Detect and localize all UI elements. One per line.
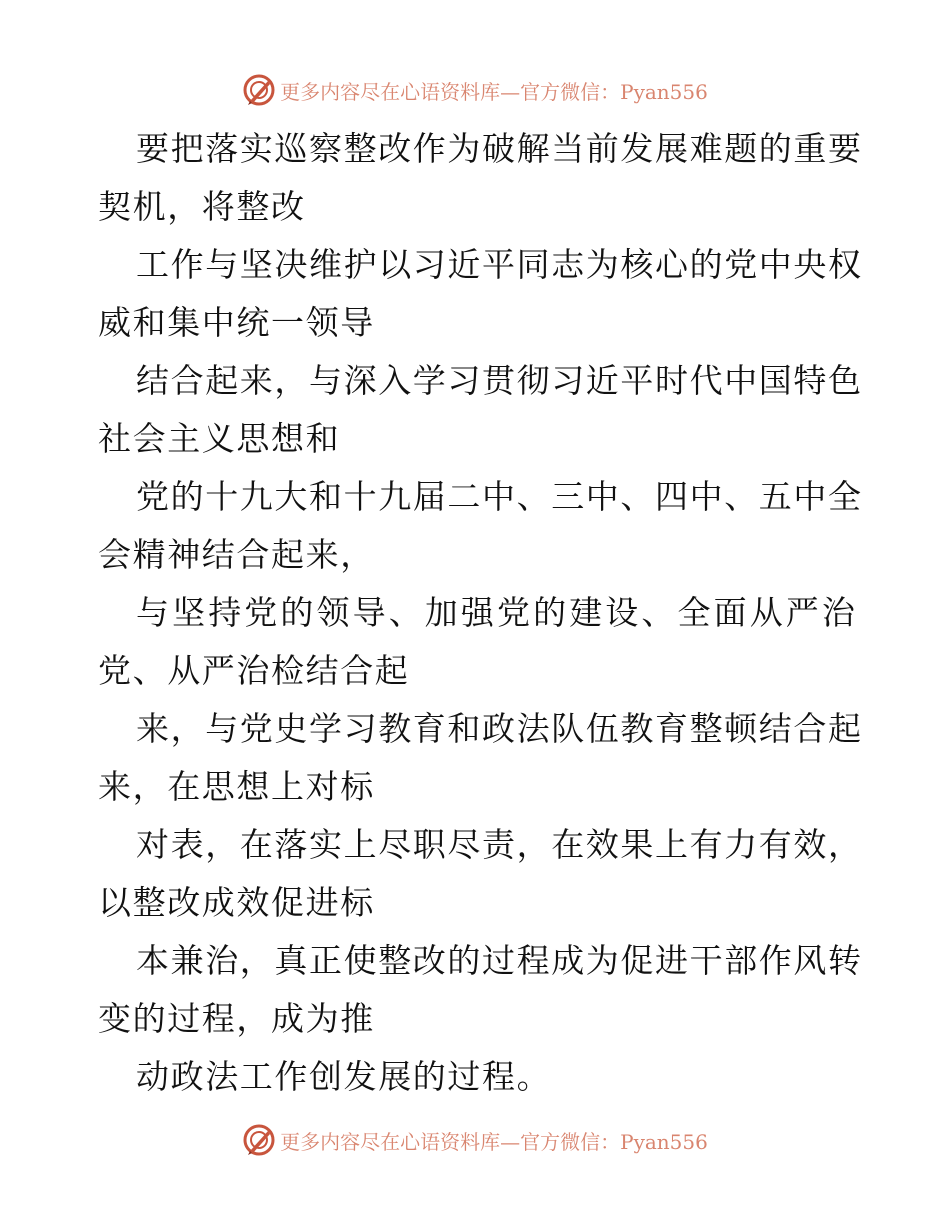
body-line: 威和集中统一领导 bbox=[98, 303, 375, 342]
body-line: 对表，在落实上尽职尽责，在效果上有力有效， bbox=[136, 825, 863, 864]
body-line: 工作与坚决维护以习近平同志为核心的党中央权 bbox=[136, 245, 863, 284]
body-line: 会精神结合起来， bbox=[98, 535, 375, 574]
body-line: 来，在思想上对标 bbox=[98, 767, 375, 806]
header-banner bbox=[0, 70, 950, 110]
pen-logo-icon bbox=[242, 1123, 276, 1157]
body-line: 来，与党史学习教育和政法队伍教育整顿结合起 bbox=[136, 709, 863, 748]
body-line: 本兼治，真正使整改的过程成为促进干部作风转 bbox=[136, 941, 863, 980]
body-line: 动政法工作创发展的过程。 bbox=[136, 1057, 552, 1096]
body-line: 以整改成效促进标 bbox=[98, 883, 375, 922]
pen-logo-icon bbox=[242, 73, 276, 107]
body-line: 社会主义思想和 bbox=[98, 419, 341, 458]
body-line: 党的十九大和十九届二中、三中、四中、五中全 bbox=[136, 477, 863, 516]
footer-banner bbox=[0, 1120, 950, 1160]
body-line: 结合起来，与深入学习贯彻习近平时代中国特色 bbox=[136, 361, 863, 400]
body-line: 党、从严治检结合起 bbox=[98, 651, 410, 690]
body-line: 契机，将整改 bbox=[98, 187, 306, 226]
header-banner-text: 更多内容尽在心语资料库—官方微信：Pyan556 bbox=[280, 79, 708, 104]
document-body bbox=[98, 120, 863, 1106]
body-line: 要把落实巡察整改作为破解当前发展难题的重要 bbox=[136, 129, 863, 168]
body-line: 变的过程，成为推 bbox=[98, 999, 375, 1038]
body-line: 与坚持党的领导、加强党的建设、全面从严治 bbox=[136, 593, 858, 632]
footer-banner-text: 更多内容尽在心语资料库—官方微信：Pyan556 bbox=[280, 1129, 708, 1154]
